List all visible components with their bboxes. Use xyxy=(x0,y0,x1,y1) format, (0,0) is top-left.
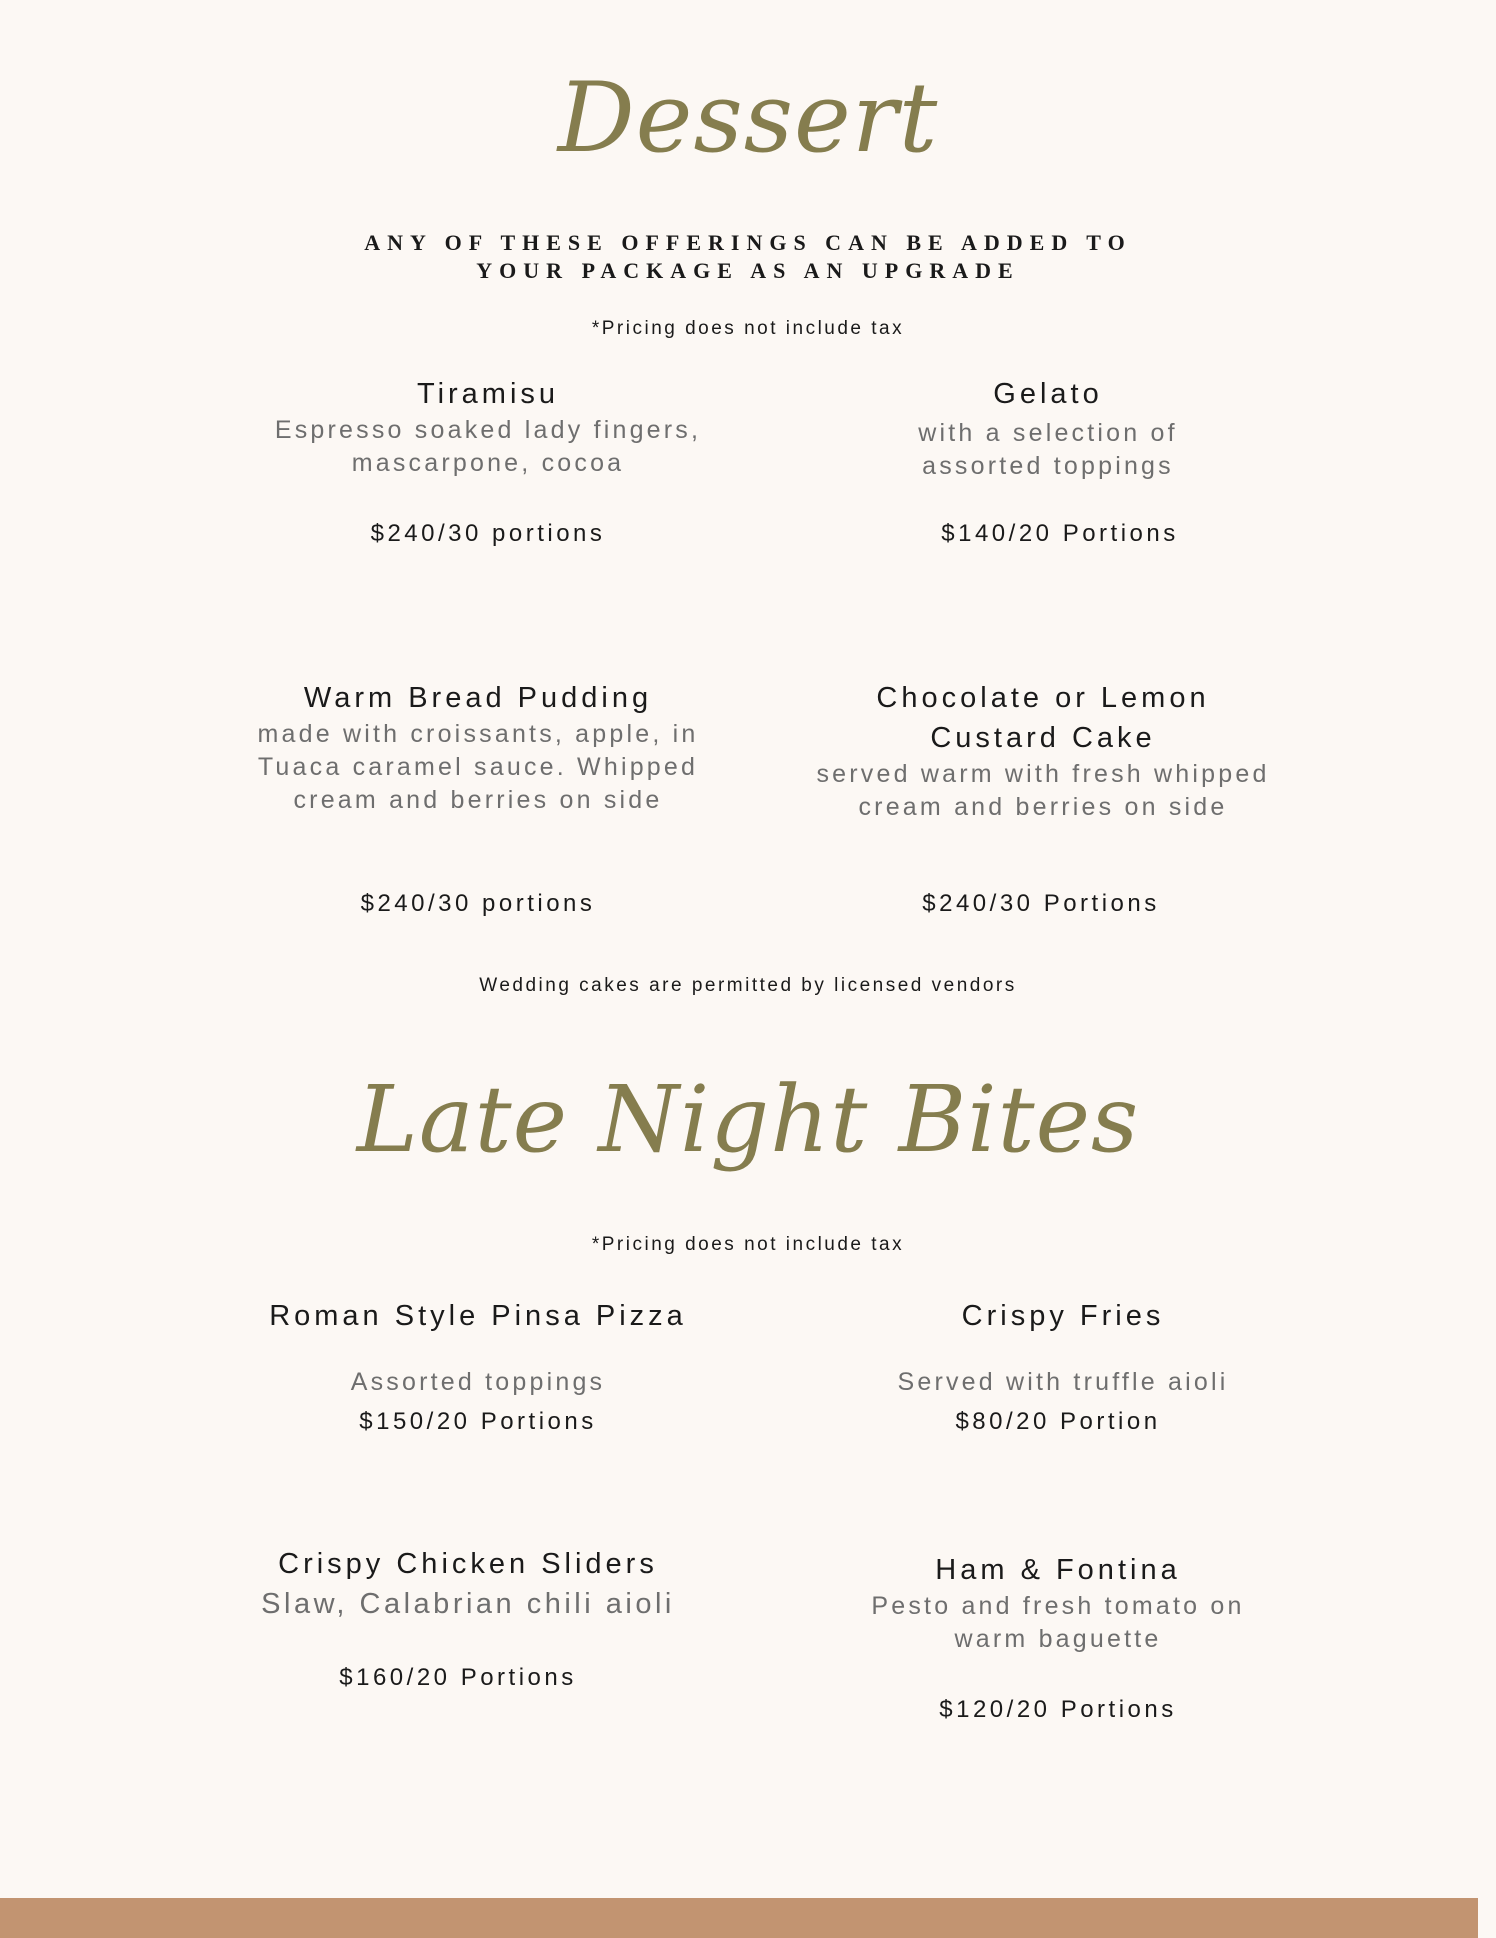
item-name: Ham & Fontina xyxy=(935,1554,1181,1586)
late-night-title: Late Night Bites xyxy=(356,1066,1140,1173)
item-description: Slaw, Calabrian chili aioli xyxy=(261,1588,675,1620)
upgrade-note: ANY OF THESE OFFERINGS CAN BE ADDED TO YOUR PACKAGE AS AN UPGRADE xyxy=(364,230,1132,283)
dessert-item-custard-cake-price: $240/30 Portions xyxy=(922,890,1160,917)
footer-bar xyxy=(0,1898,1478,1938)
item-description: Assorted toppings xyxy=(350,1368,606,1396)
dessert-item-gelato xyxy=(818,374,1278,483)
item-description: Served with truffle aioli xyxy=(897,1368,1229,1396)
dessert-tax-note: *Pricing does not include tax xyxy=(591,318,905,339)
item-name: Tiramisu xyxy=(416,378,560,410)
late-night-item-sliders xyxy=(228,1544,708,1624)
item-name: Roman Style Pinsa Pizza xyxy=(269,1300,687,1332)
item-description: with a selection of assorted toppings xyxy=(918,419,1178,480)
item-name: Gelato xyxy=(993,378,1103,410)
dessert-item-tiramisu xyxy=(258,374,718,480)
item-name: Warm Bread Pudding xyxy=(303,682,653,714)
late-night-item-ham-fontina-price: $120/20 Portions xyxy=(939,1696,1177,1723)
item-name: Chocolate or Lemon Custard Cake xyxy=(876,682,1210,754)
dessert-item-bread-pudding xyxy=(248,678,708,817)
dessert-item-gelato-price: $140/20 Portions xyxy=(941,520,1179,547)
dessert-title: Dessert xyxy=(557,62,939,174)
late-night-tax-note: *Pricing does not include tax xyxy=(591,1234,905,1255)
item-description: Pesto and fresh tomato on warm baguette xyxy=(871,1592,1245,1653)
late-night-item-pizza-price: $150/20 Portions xyxy=(359,1408,597,1435)
late-night-item-pizza xyxy=(238,1296,718,1399)
dessert-item-custard-cake xyxy=(813,678,1273,824)
item-description: made with croissants, apple, in Tuaca caramel sauce. Whipped cream and berries on side xyxy=(257,720,699,814)
item-description: served warm with fresh whipped cream and berries on side xyxy=(816,760,1270,821)
late-night-item-sliders-price: $160/20 Portions xyxy=(339,1664,577,1691)
dessert-item-bread-pudding-price: $240/30 portions xyxy=(360,890,596,917)
dessert-item-tiramisu-price: $240/30 portions xyxy=(370,520,606,547)
item-name: Crispy Chicken Sliders xyxy=(278,1548,658,1580)
late-night-item-fries-price: $80/20 Portion xyxy=(955,1408,1161,1435)
item-description: Espresso soaked lady fingers, mascarpone, cocoa xyxy=(274,416,702,477)
wedding-cake-note: Wedding cakes are permitted by licensed vendors xyxy=(479,975,1017,996)
item-name: Crispy Fries xyxy=(961,1300,1165,1332)
late-night-item-fries xyxy=(833,1296,1293,1399)
late-night-item-ham-fontina xyxy=(828,1550,1288,1656)
